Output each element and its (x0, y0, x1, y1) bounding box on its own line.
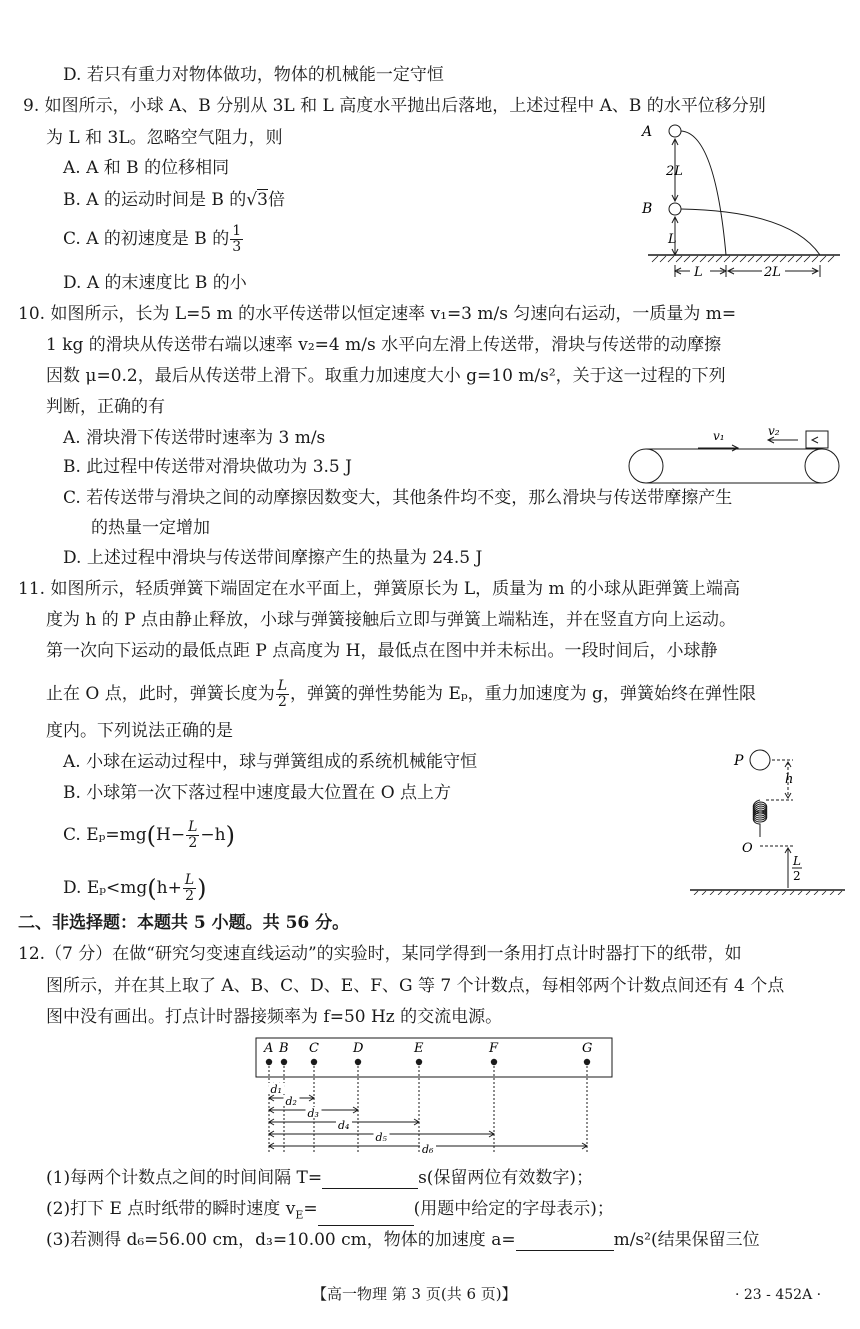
answer-blank-1[interactable] (322, 1170, 418, 1189)
tape-point-g (584, 1059, 590, 1065)
footer-page-info: 【高一物理 第 3 页(共 6 页)】 (312, 1285, 517, 1303)
q12-tape-figure (250, 1035, 620, 1160)
q11-label-p: P (734, 753, 744, 769)
q9-option-d: D. A 的末速度比 B 的小 (63, 273, 247, 293)
q10-option-b: B. 此过程中传送带对滑块做功为 3.5 J (63, 457, 352, 477)
q10-stem-line4: 判断，正确的有 (46, 397, 165, 417)
q11-stem-line3: 第一次向下运动的最低点距 P 点高度为 H，最低点在图中并未标出。一段时间后，小球静 (46, 641, 718, 661)
answer-blank-2[interactable] (318, 1207, 414, 1226)
q11-spring-figure (690, 745, 850, 895)
q10-conveyor-figure (628, 420, 848, 490)
q10-stem-line3: 因数 μ=0.2，最后从传送带上滑下。取重力加速度大小 g=10 m/s²，关于这一过程的下列 (46, 366, 726, 386)
q11-label-l: L (793, 854, 801, 868)
q10-stem-line1: 10. 如图所示，长为 L=5 m 的水平传送带以恒定速率 v₁=3 m/s 匀速向右运动，一质量为 m= (18, 304, 737, 324)
q9-label-2l-width: 2L (764, 265, 781, 280)
q9-label-l-height: L (668, 232, 677, 247)
q12-part1: (1)每两个计数点之间的时间间隔 T= s(保留两位有效数字)； (46, 1168, 594, 1188)
q9-stem-line1: 9. 如图所示，小球 A、B 分别从 3L 和 L 高度水平抛出后落地，上述过程中 A、B 的水平位移分别 (23, 96, 766, 116)
tape-point-f (491, 1059, 497, 1065)
q12-part3: (3)若测得 d₆=56.00 cm，d₃=10.00 cm，物体的加速度 a= m/s²(结果保留三位 (46, 1230, 760, 1250)
q9-option-c: C. A 的初速度是 B 的 $\frac{1}{3}$ (63, 223, 242, 255)
tape-label-b: B (279, 1041, 289, 1056)
q8-option-d: D. 若只有重力对物体做功，物体的机械能一定守恒 (63, 65, 444, 85)
tape-label-f: F (489, 1041, 499, 1056)
q10-option-d: D. 上述过程中滑块与传送带间摩擦产生的热量为 24.5 J (63, 548, 483, 568)
left-wheel (629, 449, 663, 483)
right-wheel (805, 449, 839, 483)
q12-stem-line3: 图中没有画出。打点计时器接频率为 f=50 Hz 的交流电源。 (46, 1007, 503, 1027)
slider-block (806, 431, 828, 448)
q10-option-c-line2: 的热量一定增加 (91, 518, 210, 538)
tape-label-e: E (414, 1041, 424, 1056)
dim-label-1: d₁ (270, 1083, 282, 1096)
q12-part2: (2)打下 E 点时纸带的瞬时速度 $v_E=$ (用题中给定的字母表示)； (46, 1198, 614, 1226)
q11-option-d: D. Eₚ<mg(h+ $\frac{L}{2}$ ) (63, 872, 207, 904)
q11-label-2: 2 (793, 869, 801, 883)
q10-option-a: A. 滑块滑下传送带时速率为 3 m/s (63, 428, 326, 448)
tape-label-d: D (353, 1041, 364, 1056)
q11-stem-line2: 度为 h 的 P 点由静止释放，小球与弹簧接触后立即与弹簧上端粘连，并在竖直方向上运动。 (46, 610, 737, 630)
q11-stem-line1: 11. 如图所示，轻质弹簧下端固定在水平面上，弹簧原长为 L，质量为 m 的小球从距弹簧上端高 (18, 579, 741, 599)
tape-point-c (311, 1059, 317, 1065)
dim-label-6: d₆ (422, 1143, 434, 1156)
dim-label-3: d₃ (307, 1107, 319, 1120)
q11-stem-line4: 止在 O 点，此时，弹簧长度为 $\frac{L}{2}$ ，弹簧的弹性势能为 Eₚ，重力加速度为 g，弹簧始终在弹性限 (46, 678, 756, 710)
q9-label-a: A (642, 124, 653, 140)
q11-option-b: B. 小球第一次下落过程中速度最大位置在 O 点上方 (63, 783, 452, 803)
section-heading: 二、非选择题：本题共 5 小题。共 56 分。 (18, 913, 350, 933)
trajectory-b (681, 209, 820, 255)
q12-stem-line1: 12.（7 分）在做“研究匀变速直线运动”的实验时，某同学得到一条用打点计时器打下的纸带，如 (18, 944, 742, 964)
q10-option-c-line1: C. 若传送带与滑块之间的动摩擦因数变大，其他条件均不变，那么滑块与传送带摩擦产生 (63, 488, 733, 508)
q10-stem-line2: 1 kg 的滑块从传送带右端以速率 v₂=4 m/s 水平向左滑上传送带，滑块与传送带的动摩擦 (46, 335, 722, 355)
ball-p (750, 750, 770, 770)
tape-label-c: C (309, 1041, 319, 1056)
tape-point-e (416, 1059, 422, 1065)
q12-stem-line2: 图所示，并在其上取了 A、B、C、D、E、F、G 等 7 个计数点，每相邻两个计数点间还有 4 个点 (46, 976, 785, 996)
q9-option-b: B. A 的运动时间是 B 的√3倍 (63, 190, 285, 210)
q9-label-b: B (642, 201, 653, 217)
q11-label-o: O (742, 841, 753, 856)
q9-label-2l: 2L (666, 164, 683, 179)
q11-option-c: C. Eₚ=mg(H− $\frac{L}{2}$ −h) (63, 819, 235, 851)
dim-label-4: d₄ (338, 1119, 350, 1132)
q9-label-l-width: L (694, 265, 703, 280)
trajectory-a (681, 131, 726, 255)
tape-point-b (281, 1059, 287, 1065)
q9-option-a: A. A 和 B 的位移相同 (63, 158, 230, 178)
dim-label-2: d₂ (285, 1095, 297, 1108)
q10-label-v1: v₁ (713, 429, 725, 443)
tape-label-a: A (264, 1041, 274, 1056)
spring (753, 800, 767, 837)
q11-label-h: h (785, 772, 794, 787)
tape-point-a (266, 1059, 272, 1065)
q11-option-a: A. 小球在运动过程中，球与弹簧组成的系统机械能守恒 (63, 752, 478, 772)
q9-projectile-figure (630, 115, 845, 285)
footer-code: · 23 - 452A · (735, 1287, 822, 1303)
ball-b (669, 203, 681, 215)
answer-blank-3[interactable] (516, 1232, 614, 1251)
q9-stem-line2: 为 L 和 3L。忽略空气阻力，则 (46, 128, 283, 148)
tape-label-g: G (582, 1041, 593, 1056)
q11-stem-line5: 度内。下列说法正确的是 (46, 721, 233, 741)
tape-point-d (355, 1059, 361, 1065)
ball-a (669, 125, 681, 137)
q10-label-v2: v₂ (768, 424, 780, 438)
dim-label-5: d₅ (375, 1131, 387, 1144)
